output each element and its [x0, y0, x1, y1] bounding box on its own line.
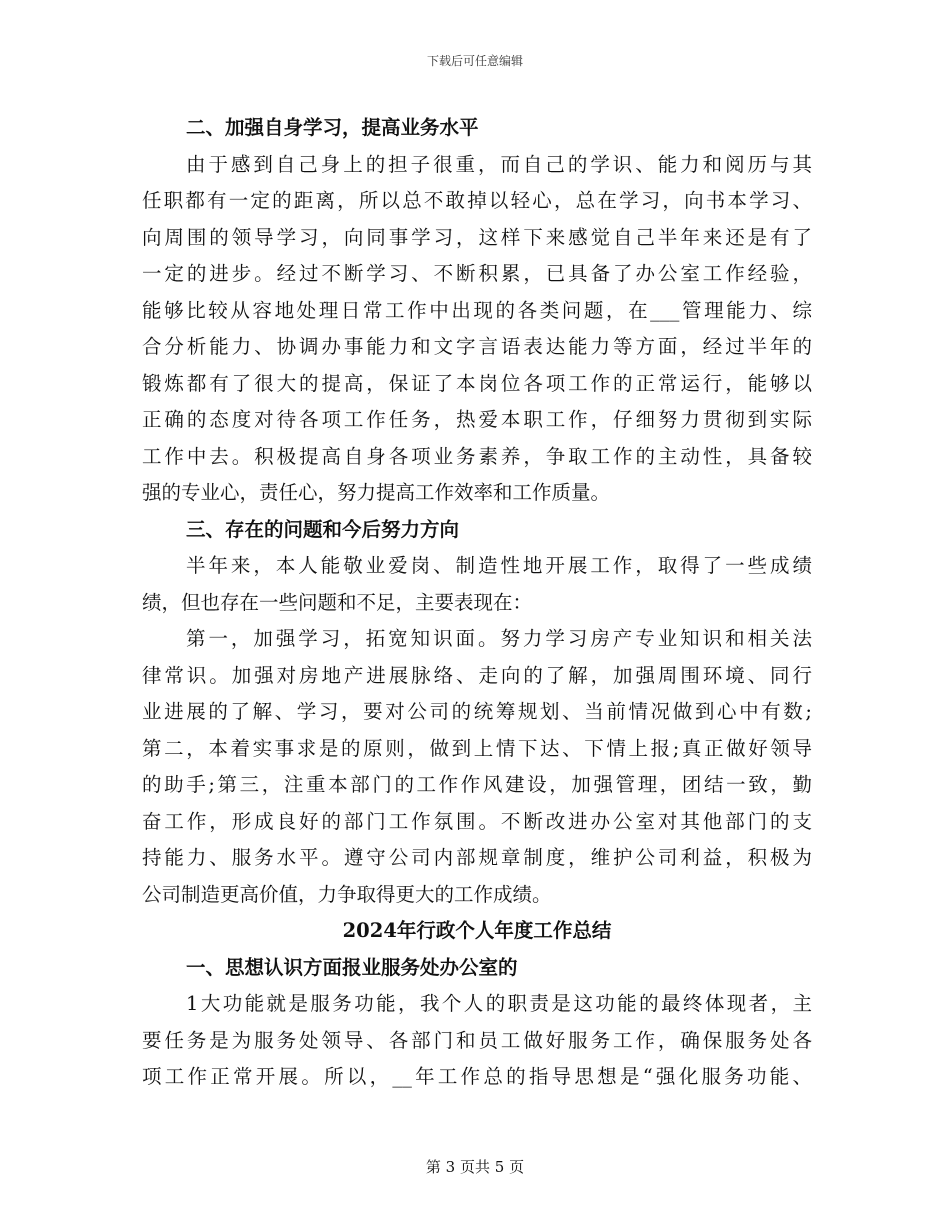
paragraph-line: 强的专业心，责任心，努力提高工作效率和工作质量。	[142, 481, 611, 504]
paragraph-line: 向周围的领导学习，向同事学习，这样下来感觉自己半年来还是有了	[142, 225, 812, 249]
document-body	[142, 110, 812, 1096]
paragraph-line: 由于感到自己身上的担子很重，而自己的学识、能力和阅历与其	[186, 152, 812, 176]
paragraph-line: 业进展的了解、学习，要对公司的统筹规划、当前情况做到心中有数;	[142, 700, 812, 723]
paragraph-line: 半年来，本人能敬业爱岗、制造性地开展工作，取得了一些成绩	[186, 554, 812, 577]
paragraph-line: 1大功能就是服务功能，我个人的职责是这功能的最终体现者，主	[186, 992, 812, 1015]
paragraph-line: 公司制造更高价值，力争取得更大的工作成绩。	[142, 882, 552, 906]
section-heading: 二、加强自身学习，提高业务水平	[186, 116, 479, 139]
paragraph-line: 任职都有一定的距离，所以总不敢掉以轻心，总在学习，向书本学习、	[142, 189, 812, 212]
paragraph-line: 绩，但也存在一些问题和不足，主要表现在：	[142, 590, 533, 614]
paragraph-line: 一定的进步。经过不断学习、不断积累，已具备了办公室工作经验，	[142, 262, 812, 285]
paragraph-line: 奋工作，形成良好的部门工作氛围。不断改进办公室对其他部门的支	[142, 809, 812, 833]
paragraph-line: 持能力、服务水平。遵守公司内部规章制度，维护公司利益，积极为	[142, 846, 812, 869]
paragraph-line: 能够比较从容地处理日常工作中出现的各类问题，在___管理能力、综	[142, 298, 812, 322]
paragraph-line: 律常识。加强对房地产进展脉络、走向的了解，加强周围环境、同行	[142, 663, 812, 687]
page-footer: 第 3 页共 5 页	[425, 1158, 525, 1176]
paragraph-line: 锻炼都有了很大的提高，保证了本岗位各项工作的正常运行，能够以	[142, 371, 812, 395]
paragraph-line: 工作中去。积极提高自身各项业务素养，争取工作的主动性，具备较	[142, 444, 812, 468]
paragraph-line: 第二，本着实事求是的原则，做到上情下达、下情上报;真正做好领导	[142, 736, 812, 760]
section-heading: 一、思想认识方面报业服务处办公室的	[186, 955, 518, 979]
paragraph-line: 第一，加强学习，拓宽知识面。努力学习房产专业知识和相关法	[186, 627, 812, 650]
paragraph-line: 要任务是为服务处领导、各部门和员工做好服务工作，确保服务处各	[142, 1028, 812, 1052]
paragraph-line: 合分析能力、协调办事能力和文字言语表达能力等方面，经过半年的	[142, 335, 812, 358]
document-title: 2024年行政个人年度工作总结	[342, 919, 612, 942]
paragraph-line: 正确的态度对待各项工作任务，热爱本职工作，仔细努力贯彻到实际	[142, 408, 812, 431]
paragraph-line: 项工作正常开展。所以，__年工作总的指导思想是“强化服务功能、	[142, 1065, 812, 1088]
paragraph-line: 的助手;第三，注重本部门的工作作风建设，加强管理，团结一致，勤	[142, 773, 812, 796]
section-heading: 三、存在的问题和今后努力方向	[186, 517, 460, 541]
page-header: 下载后可任意编辑	[426, 54, 523, 68]
